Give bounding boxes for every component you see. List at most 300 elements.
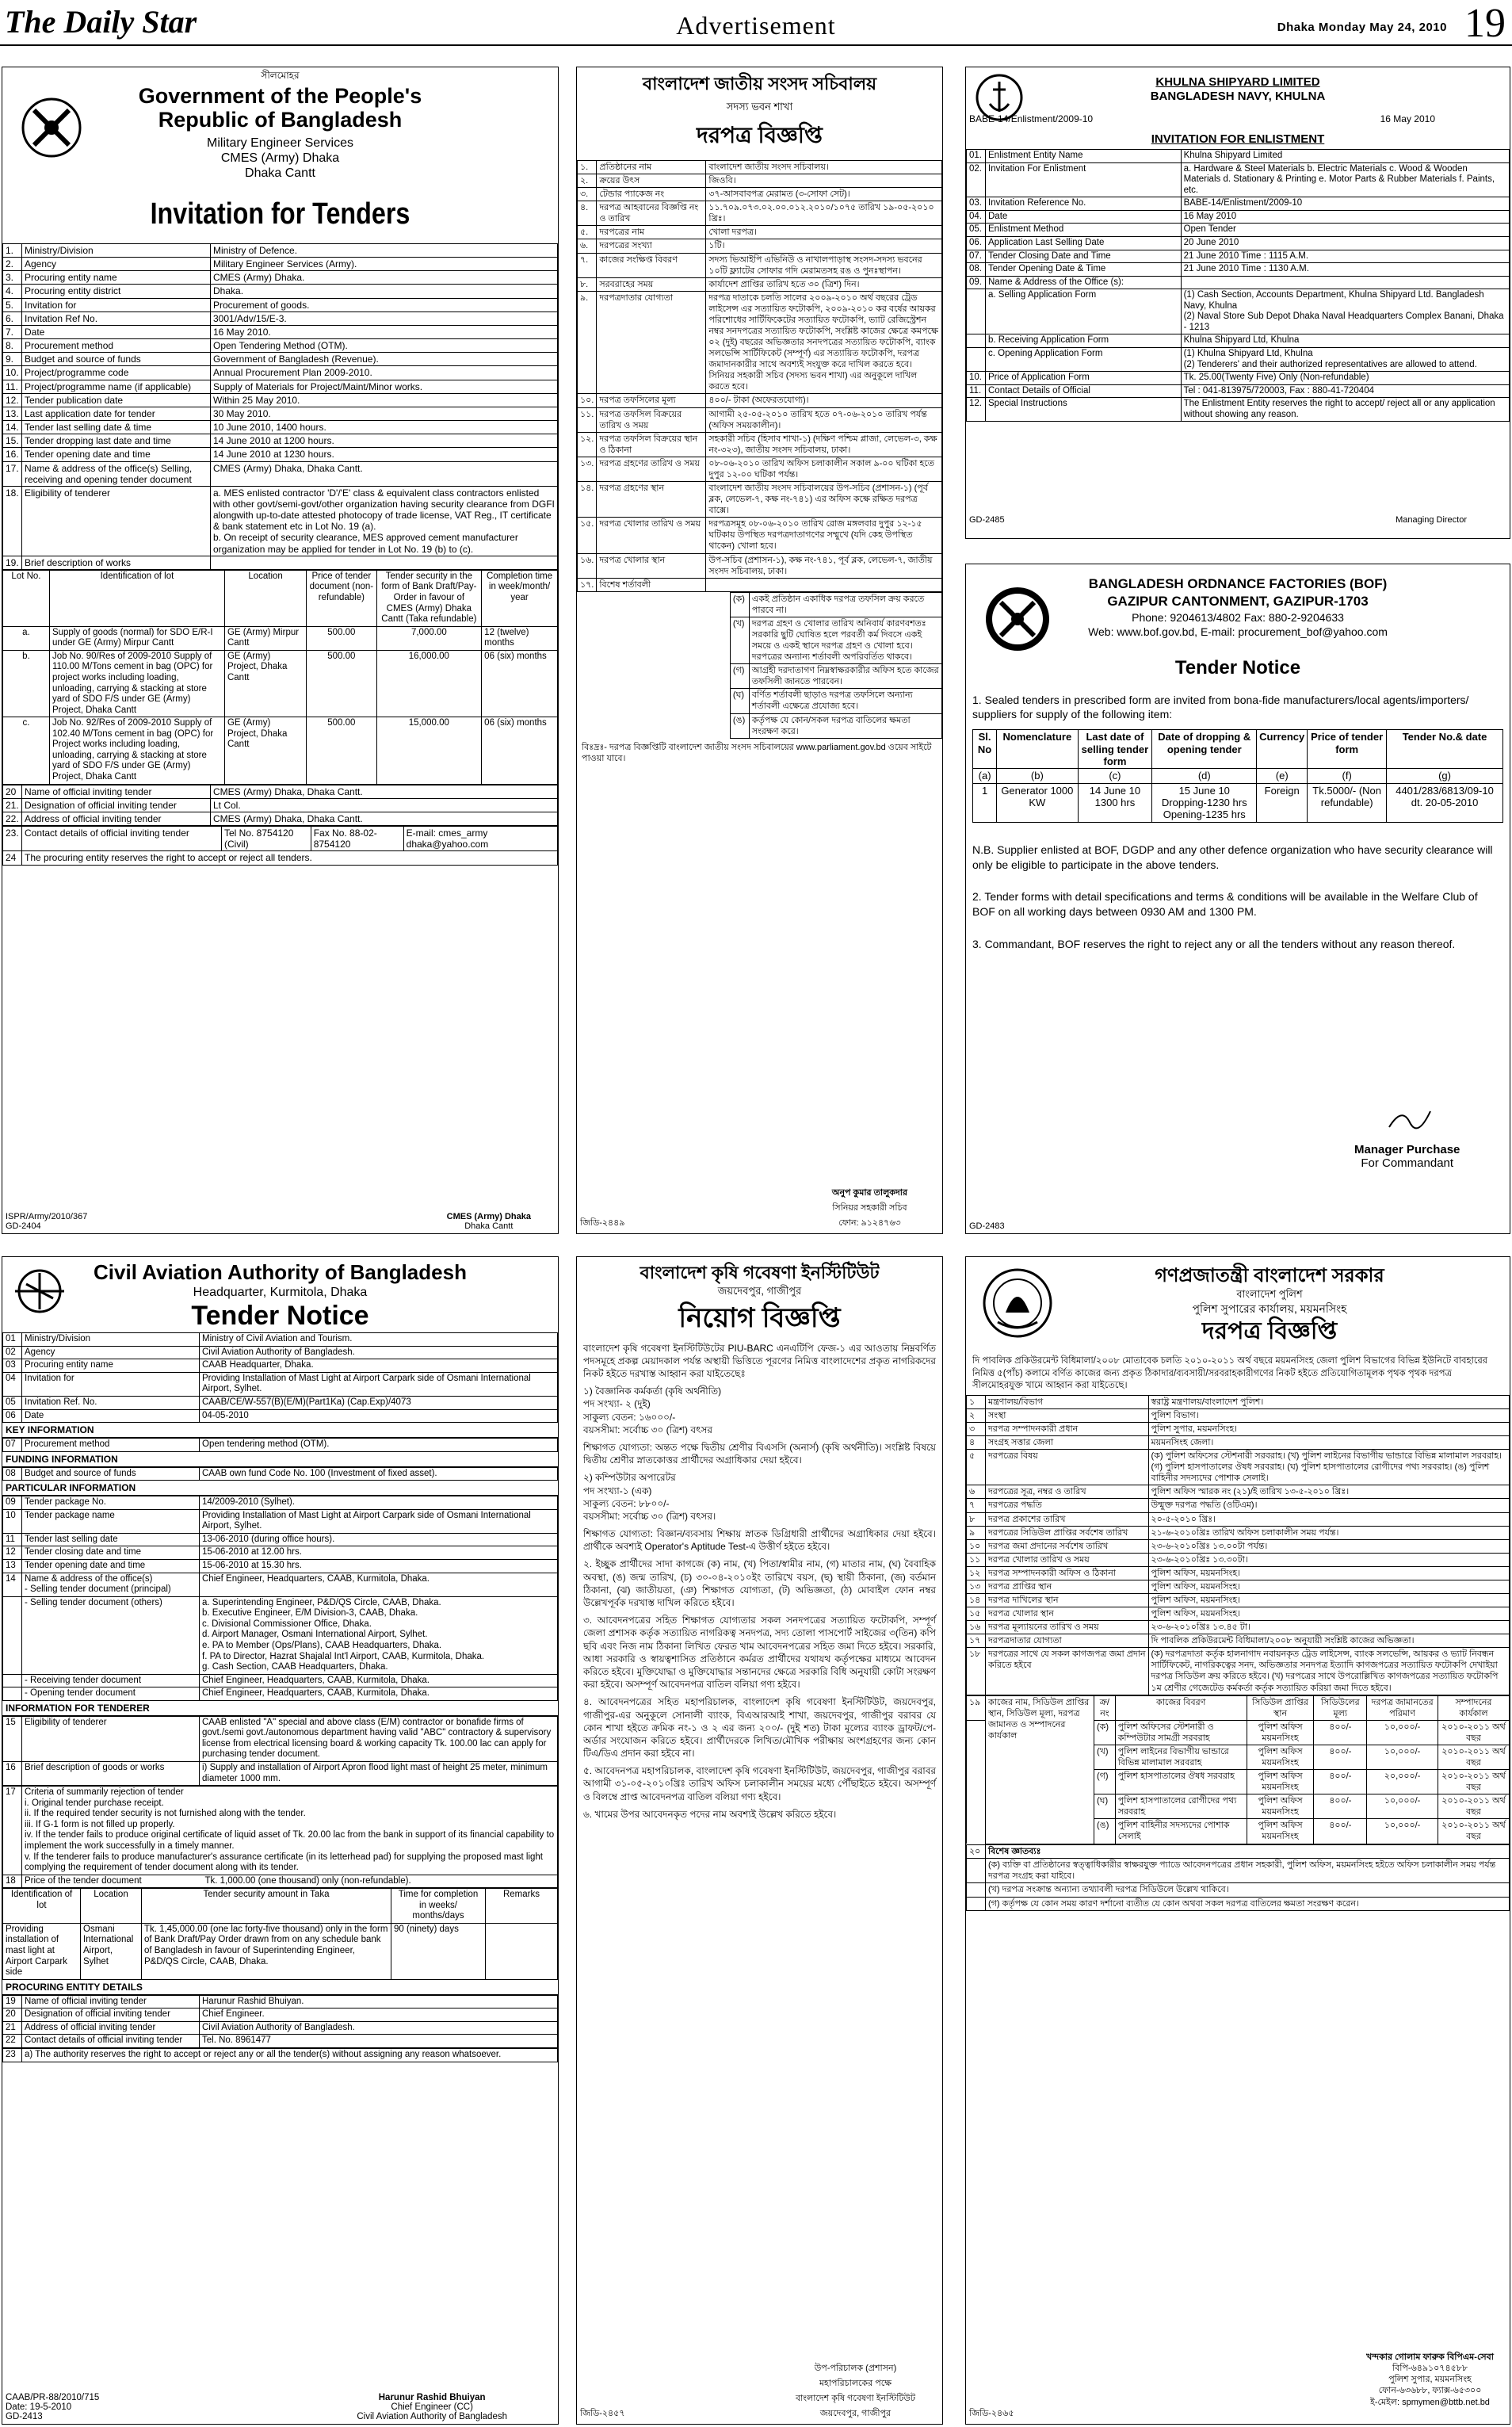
table-cell: দরপত্র দাতাকে চলতি সালের ২০০৯-২০১০ অর্থ বছরের ট্রেড লাইসেন্স এর সত্যায়িত ফটোকপি, ২০০৯-২০১০ কর বর্ষের আয়কর পরিশোধের সার্টিফিকেটের সত্যায়িত ফটোকপি, ভ্যাট রেজিস্ট্রেশন নম্বর সনদপত্রের সত্যায়িত ফটোকপি, সংশ্লিষ্ট কাজের ক্ষেত্রে কমপক্ষে ০২ (দুই) বছরের অভিজ্ঞতার সনদপত্রের সত্যায়িত ফটোকপি, ব্যাংক সলভেন্সি সার্টিফিকেট (সম্পূর্ণ) এর সত্যায়িত ফটোকপি, দরপত্র জমাদানকারীর সাথে অবশ্যই সংযুক্ত করে দাখিল করতে হবে। সিনিয়র সহকারী সচিব (সদস্য ভবন শাখা) এর অনুকূলে দাখিল করতে হবে। [706,291,942,394]
section-procuring-entity-details: PROCURING ENTITY DETAILS [2,1980,558,1995]
table-cell: 14 June 2010 at 1200 hours. [211,434,558,448]
table-cell: ১২. [578,432,597,457]
table-row [967,1450,1510,1485]
table-row [967,1883,1510,1897]
table-row [967,1485,1510,1499]
org-phone: Phone: 9204613/4802 Fax: 880-2-9204633 [1132,611,1344,625]
table-cell: 16 [3,1762,22,1786]
table-cell: দরপত্র তফসিল বিক্রয়ের তারিখ ও সময় [597,407,706,432]
table-cell: Identification of lot [3,1889,81,1924]
table-cell: দরপত্রের পদ্ধতি [986,1499,1149,1512]
table-cell: ৭. [578,253,597,277]
ad-heading: দরপত্র বিজ্ঞপ্তি [697,123,823,147]
table-cell: Tk. 1,45,000.00 (one lac forty-five thousand) only in the form of Bank Draft/Pay Order drawn from on any schedule bank of Bangladesh in favour of Superintending Engineer, P&D/QS Circle, CAAB, Dhaka. [142,1923,391,1979]
table-cell: 14 [3,1573,22,1596]
table-cell: 2. [3,258,22,271]
table-cell: Date [22,1409,200,1423]
subtitle-3: Dhaka Cantt [245,166,315,181]
table-cell: (1) Khulna Shipyard Ltd, Khulna (2) Tenderers' and their authorized representatives are allowed to attend. [1181,348,1509,372]
enlistment-table [966,149,1510,422]
table-cell: আগামী ২৫-০৫-২০১০ তারিখ হতে ০৭-০৬-২০১০ তারিখ পর্যন্ত (অফিস সময়কালীন)। [706,407,942,432]
ad-footer [969,2406,1506,2421]
table-cell: ১০,০০০/- [1367,1819,1438,1844]
table-row [578,226,942,239]
table-cell: 20 [3,2008,22,2022]
table-row [967,1844,1510,1858]
table-cell: ক্র/নং [1094,1695,1116,1720]
table-cell: ৩৭-আসবাবপত্র মেরামত (৩-সোফা সেট)। [706,188,942,201]
table-cell: 500.00 [307,650,376,717]
table-cell: ১৩. [578,457,597,481]
table-row [967,150,1510,163]
ad-heading: Invitation for Tenders [150,197,410,231]
table-row [3,325,558,338]
table-cell: দরপত্র খোলার তারিখ ও সময় [597,518,706,553]
table-cell: পুলিশ অফিস, ময়মনসিংহ। [1148,1593,1510,1607]
table-cell: Date [986,210,1182,224]
ad-parliament-tender-notice [576,67,943,1234]
table-cell: দরপত্র গ্রহণ ও খোলার তারিখ অনিবার্য কারণবশতঃ সরকারি ছুটি ঘোষিত হলে পরবর্তী কর্ম দিবসে একই সময়ে ও একই স্থানে দরপত্র গ্রহণ ও খোলা হবে। দরপত্রের অন্যান্য শর্তাবলী অপরিবর্তিত থাকবে। [749,617,941,663]
table-row [578,239,942,253]
table-row [3,339,558,353]
table-row [967,1593,1510,1607]
table-cell: GE (Army) Project, Dhaka Cantt [224,717,306,784]
table-cell: 14 June 10 1300 hrs [1078,783,1152,822]
table-cell: Last date of selling tender form [1078,730,1152,769]
table-cell: 14/2009-2010 (Sylhet). [200,1496,558,1510]
table-cell: পুলিশ অফিস ময়মনসিংহ [1247,1720,1314,1745]
table-cell: Agency [22,258,211,271]
table-cell: বিশেষ শর্তাবলী [597,578,706,591]
table-cell: Price of tender form [1308,730,1387,769]
table-cell: ২০১০-২০১১ অর্থ বছর [1438,1770,1509,1794]
table-cell: (a) [973,769,997,783]
table-row [578,188,942,201]
table-row [967,1634,1510,1648]
body-text [577,1340,942,1823]
table-cell: i) Supply and installation of Airport Apron flood light mast of height 25 meter, minimum diameter 1000 mm. [200,1762,558,1786]
gd-number: GD-2413 [6,2412,43,2421]
table-row [967,1648,1510,1695]
tender-details-table [2,243,558,570]
table-cell: পুলিশ অফিস ময়মনসিংহ [1247,1745,1314,1769]
signatory-block [1366,2352,1494,2408]
table-cell: b. [3,650,50,717]
table-cell: Name & Address of the Office (s): [986,276,1182,289]
website-note: বিঃদ্রঃ- দরপত্র বিজ্ঞপ্তিটি বাংলাদেশ জাতীয় সংসদ সচিবালয়ের www.parliament.gov.bd ওয়েব সাইটে পাওয়া যাবে। [582,742,932,763]
table-cell: (গ) [1094,1770,1116,1794]
table-row [3,1995,558,2008]
table-cell: পুলিশ অফিস, ময়মনসিংহ। [1148,1580,1510,1593]
table-cell: 500.00 [307,626,376,650]
table-cell: Address of official inviting tender [22,812,211,825]
table-cell: (ক) [1094,1720,1116,1745]
table-cell: ১০. [578,394,597,407]
table-cell: Open Tender [1181,224,1509,237]
table-cell: ১১. [578,407,597,432]
table-cell: ১০,০০০/- [1367,1745,1438,1769]
gd-number: GD-2483 [969,1221,1005,1231]
table-row [3,626,558,650]
table-row [967,1499,1510,1512]
body-paragraph: ৩. আবেদনপত্রের সহিত শিক্ষাগত যোগ্যতার সকল সনদপত্রের সত্যায়িত ফটোকপি, সম্পূর্ণ জেলা প্রশাসক কর্তৃক সত্যায়িত নাগরিকত্ব সনদপত্র, সদ্য তোলা পাসপোর্ট সাইজের ৩(তিন) কপি ছবি এবং নিজ নাম ঠিকানা লিখিত ফেরত খাম আবেদনপত্রের সহিত জমা দিতে হইবে। সরকারি, আধা সরকারি ও স্বায়ত্বশাসিত প্রতিষ্ঠানে কর্মরত প্রার্থীদের যথাযথ কর্তৃপক্ষের মাধ্যমে আবেদন করিতে হইবে। মুক্তিযোদ্ধা ও মুক্তিযোদ্ধার সন্তানদের ক্ষেত্রে সরকারি বিধি অনুযায়ী কোটা সংরক্ষণ করা হইবে। অসম্পূর্ণ আবেদনপত্র বাতিল বলিয়া গণ্য হইবে। [583,1615,936,1691]
table-cell: ৪০০/- [1314,1794,1367,1819]
table-cell: সদস্য ভিআইপি এভিনিউ ও নাখালপাড়াস্থ সংসদ-সদস্য ভবনের ১০টি ফ্ল্যাটের সোফার গদি মেরামতসহ রঙ ও পুনঃস্থাপন। [706,253,942,277]
table-cell: 09. [967,276,986,289]
table-cell: Open Tendering Method (OTM). [211,339,558,353]
table-cell: দরপত্রের নাম [597,226,706,239]
table-cell: Providing Installation of Mast Light at Airport Carpark side of Osmani International Airport, Sylhet. [200,1372,558,1396]
table-row [3,486,558,556]
table-cell: ০৮-০৬-২০১০ তারিখ অফিস চলাকালীন সকাল ৯-০০ ঘটিকা হতে দুপুর ১২-০০ ঘটিকা পর্যন্ত। [706,457,942,481]
tender-table-info [2,1716,558,1786]
table-cell: Name & address of the office(s) Selling, receiving and opening tender document [22,461,211,486]
table-row [578,518,942,553]
notes-table [966,1844,1510,1998]
body-paragraph: বাংলাদেশ কৃষি গবেষণা ইনস্টিটিউটের PIU-BARC এনএটিপি ফেজ-১ এর আওতায় নিম্নবর্ণিত পদসমূহে প্রকল্প মেয়াদকাল পর্যন্ত অস্থায়ী ভিত্তিতে পূরণের নিমিত্ত বাংলাদেশের প্রকৃত নাগরিকদের নিকট হইতে দরখাস্ত আহ্বান করা যাইতেছেঃ [583,1342,936,1380]
ad-header [2,1257,558,1332]
table-cell: দরপত্র দাখিলের স্থান [986,1593,1149,1607]
table-cell: 21 June 2010 Time : 1115 A.M. [1181,250,1509,263]
ad-heading: Tender Notice [191,1301,369,1332]
table-cell: (গ) [730,664,749,689]
table-row [578,578,942,591]
table-cell [967,289,986,334]
table-cell: 14. [3,421,22,434]
table-cell: দরপত্র সম্পাদনকারী প্রধান [986,1422,1149,1435]
table-cell: Tender security in the form of Bank Draft/Pay-Order in favour of CMES (Army) Dhaka Cantt (Taka refundable) [376,570,482,626]
signatory: অনুপ কুমার তালুকদার [831,1188,907,1198]
table-cell: দরপত্র প্রকাশের তারিখ [986,1512,1149,1526]
fax-number: Fax No. 88-02-8754120 [311,827,403,851]
table-cell [211,556,558,569]
table-cell [1181,276,1509,289]
table-row [967,276,1510,289]
table-row [3,258,558,271]
table-row [3,798,558,812]
criteria-title: Criteria of summarily rejection of tender [25,1787,184,1798]
ad-heading: দরপত্র বিজ্ঞপ্তি [1201,1318,1338,1345]
table-row [3,1762,558,1786]
table-row [967,1395,1510,1408]
price-label: Price of the tender document [25,1875,142,1886]
ad-khulna-shipyard-enlistment [965,67,1510,539]
table-row [3,311,558,325]
caab-logo-icon [12,1265,67,1317]
body-paragraph: শিক্ষাগত যোগ্যতা: বিজ্ঞান/ব্যবসায় শিক্ষায় স্নাতক ডিগ্রিধারী প্রার্থীদের অগ্রাধিকার দেয়া হইবে। প্রার্থীকে অবশ্যই Operator's Aptitude Test-এ উত্তীর্ণ হইতে হইবে। [583,1528,936,1553]
table-cell: ১৯ [967,1695,986,1720]
ad-footer [6,2393,555,2421]
table-cell: Contact details of official inviting tender [22,2035,200,2048]
table-cell: পুলিশ বিভাগ। [1148,1408,1510,1422]
table-cell: ১টি। [706,239,942,253]
tender-table-1 [2,1332,558,1423]
table-row [3,421,558,434]
table-row [967,1553,1510,1566]
table-row [578,407,942,432]
table-cell: Tender last selling date [22,1533,200,1546]
table-cell: BABE-14/Enlistment/2009-10 [1181,197,1509,211]
table-cell: Chief Engineer, Headquarters, CAAB, Kurmitola, Dhaka. [200,1674,558,1687]
table-row [3,2021,558,2035]
table-row [578,277,942,291]
table-row [967,1580,1510,1593]
table-row [3,1409,558,1423]
table-cell: ১১.৭০৯.০৭৩.০২.০০.০১২.২০১০/১০৭৫ তারিখ ১৯-০৫-২০১০ খ্রিঃ। [706,201,942,226]
table-row [3,244,558,258]
section-funding-information: FUNDING INFORMATION [2,1452,558,1467]
table-cell: দরপত্র গ্রহণের স্থান [597,482,706,518]
table-cell: ৮. [578,277,597,291]
table-cell: 02. [967,162,986,197]
ad-header [2,67,558,243]
table-row [967,1422,1510,1435]
table-cell: Harunur Rashid Bhuiyan. [200,1995,558,2008]
table-cell: দরপত্র মূল্যায়নের তারিখ ও সময় [986,1621,1149,1634]
table-cell: (c) [1078,769,1152,783]
table-cell: 16,000.00 [376,650,482,717]
table-cell: Brief description of goods or works [22,1762,200,1786]
table-row [577,592,942,617]
table-cell: Budget and source of funds [22,1467,200,1481]
table-cell: CAAB enlisted "A" special and above class (E/M) contractor or bonafide firms of govt./semi govt./autonomous department having valid "ABC" contractory & supervisory license from electrical licensing board & working capacity Tk. 100.00 lac can apply for purchasing tender document. [200,1716,558,1761]
ad-subtitle: জয়দেবপুর, গাজীপুর [717,1284,802,1297]
table-cell: 14 June 2010 at 1230 hours. [211,448,558,461]
table-cell: Supply of Materials for Project/Maint/Minor works. [211,380,558,393]
table-cell: দরপত্রের বিষয় [986,1450,1149,1485]
table-cell: 10. [3,366,22,380]
table-cell: সহকারী সচিব (হিসাব শাখা-১) (দক্ষিণ পশ্চিম প্লাজা, লেভেল-৩, কক্ষ নং-৩২৩), জাতীয় সংসদ সচিবালয়, ঢাকা। [706,432,942,457]
table-cell: 21 [3,2021,22,2035]
ad-header [577,1257,942,1336]
table-cell: ৭ [967,1499,986,1512]
table-cell: Name of official inviting tender [22,785,211,798]
table-row [578,201,942,226]
table-cell: ২০১০-২০১১ অর্থ বছর [1438,1720,1509,1745]
table-cell: 5. [3,298,22,311]
table-cell: 03. [967,197,986,211]
signatory-designation: সিনিয়র সহকারী সচিব [832,1203,907,1213]
row-number: 23. [3,827,22,851]
table-row [578,394,942,407]
table-row [3,2008,558,2022]
org-name: KHULNA SHIPYARD LIMITED [1155,75,1320,89]
table-cell: CAAB Headquarter, Dhaka. [200,1359,558,1373]
table-cell: 20 [3,785,22,798]
lot-table [2,1888,558,1980]
table-cell: 30 May 2010. [211,407,558,420]
subtitle-1: Military Engineer Services [207,136,353,150]
table-cell: ১৪. [578,482,597,518]
section-particular-information: PARTICULAR INFORMATION [2,1481,558,1496]
table-row [967,1897,1510,1910]
signature-icon [1386,1103,1434,1135]
table-row [3,785,558,798]
table-cell: Last application date for tender [22,407,211,420]
table-cell: দরপত্র তফসিল বিক্রয়ের স্থান ও ঠিকানা [597,432,706,457]
table-cell: সিডিউল প্রাপ্তির স্থান [1247,1695,1314,1720]
table-cell [706,578,942,591]
table-cell: Lt Col. [211,798,558,812]
table-cell: 16 May 2010. [211,325,558,338]
table-row [967,250,1510,263]
table-cell: Completion time in week/month/ year [482,570,558,626]
table-row [967,1566,1510,1580]
ad-subtitle: Headquarter, Kurmitola, Dhaka [193,1286,368,1300]
table-cell: a. Selling Application Form [986,289,1182,334]
table-row [3,380,558,393]
table-row [3,650,558,717]
table-cell: ৬. [578,239,597,253]
body-paragraph: ২. ইচ্ছুক প্রার্থীদের সাদা কাগজে (ক) নাম, (খ) পিতা/স্বামীর নাম, (গ) মাতার নাম, (ঘ) বৈবাহিক অবস্থা, (ঙ) জন্ম তারিখ, (চ) ৩০-০৪-২০১০ইং তারিখে বয়স, (ছ) স্থায়ী ঠিকানা, (জ) বর্তমান ঠিকানা, (ঝ) জাতীয়তা, (ঞ) শিক্ষাগত যোগ্যতা, (ট) অভিজ্ঞতা, (ঠ) মোবাইল ফোন নম্বর উল্লেখপূর্বক দরখাস্ত দাখিল করিতে হইবে। [583,1558,936,1609]
table-cell: 15 June 10 Dropping-1230 hrs Opening-1235 hrs [1152,783,1257,822]
table-cell: খোলা দরপত্র। [706,226,942,239]
table-cell: আগ্রহী দরদাতাগণ নিম্নস্বাক্ষরকারীর অফিস হতে কাজের তফসিলী জানতে পারবেন। [749,664,941,689]
table-cell: Project/programme name (if applicable) [22,380,211,393]
table-cell: পুলিশ অফিস ময়মনসিংহ [1247,1794,1314,1819]
section-key-information: KEY INFORMATION [2,1423,558,1438]
table-row [3,285,558,298]
table-cell: ১০,০০০/- [1367,1720,1438,1745]
table-row [3,1546,558,1560]
table-cell: 01. [967,150,986,163]
page-number: 19 [1464,1,1506,46]
table-cell: দরপত্রদাতার যোগ্যতা [597,291,706,394]
table-cell: দি পাবলিক প্রকিউরমেন্ট বিধিমালা/২০০৮ অনুযায়ী সংশ্লিষ্ট কাজের অভিজ্ঞতা। [1148,1634,1510,1648]
table-cell: 20 June 2010 [1181,236,1509,250]
signatory-org: Civil Aviation Authority of Bangladesh [357,2412,507,2421]
table-cell: Chief Engineer. [200,2008,558,2022]
table-cell: 6. [3,311,22,325]
table-cell: 15 [3,1716,22,1761]
reference-number: ISPR/Army/2010/367 [6,1212,88,1221]
table-cell: a. [3,626,50,650]
table-row [3,1596,558,1674]
table-row [967,1408,1510,1422]
table-row [3,1560,558,1573]
table-cell: Tel : 041-813975/720003, Fax : 880-41-720404 [1181,384,1509,398]
table-cell: ১০ [967,1539,986,1553]
table-row [578,291,942,394]
table-cell: Military Engineer Services (Army). [211,258,558,271]
table-cell: ৩ [967,1422,986,1435]
table-cell: ১. [578,161,597,174]
table-row [577,713,942,738]
table-cell: Tender publication date [22,393,211,407]
table-cell: Tender opening date and time [22,1560,200,1573]
table-cell: দরপত্র সম্পাদনকারী অফিস ও ঠিকানা [986,1566,1149,1580]
table-cell: 05 [3,1396,22,1409]
signatory-designation: For Commandant [1361,1156,1454,1170]
body-paragraph: ৪. আবেদনপত্রের সহিত মহাপরিচালক, বাংলাদেশ কৃষি গবেষণা ইনস্টিটিউট, জয়দেবপুর, গাজীপুর-এর অনুকূলে সোনালী ব্যাংক, বিএআরআই শাখা, জয়দেবপুর, গাজীপুর বরাবর যে কোন শাখা হইতে ক্রমিক নং-১ ও ২ এর জন্য ২০০/- (দুই শত) টাকা মূল্যের ব্যাংক ড্রাফট/পে-অর্ডার সংযোজন করিতে হইবে। প্রার্থীদেরকে লিখিত/মৌখিক পরীক্ষায় অংশগ্রহণের জন্য কোন টিএ/ডিএ প্রদান করা হইবে না। [583,1696,936,1760]
table-cell: পুলিশ বাহিনীর সদস্যদের পোশাক সেলাই [1115,1819,1247,1844]
table-cell: Location [81,1889,142,1924]
table-cell: বিশেষ জ্ঞাতব্যঃ [986,1844,1510,1858]
table-cell: c. Opening Application Form [986,348,1182,372]
table-cell: সরবরাহের সময় [597,277,706,291]
paragraph-3: 3. Commandant, BOF reserves the right to reject any or all the tenders without any reason thereof. [972,938,1456,951]
table-cell: 3. [3,271,22,285]
table-cell: Agency [22,1346,200,1359]
table-cell: (f) [1308,769,1387,783]
table-cell: 22. [3,812,22,825]
table-row [3,1346,558,1359]
table-cell: Invitation for [22,298,211,311]
table-row [3,1359,558,1373]
table-cell: Tk. 25.00(Twenty Five) Only (Non-refundable) [1181,372,1509,385]
table-cell: Procurement method [22,1439,200,1452]
table-row [967,162,1510,197]
ad-header [577,67,942,155]
table-cell: (ক) পুলিশ অফিসের স্টেশনারী সরবরাহ। (খ) পুলিশ লাইনের বিভাগীয় ভান্ডারে বিভিন্ন মালামাল সরবরাহ। (গ) পুলিশ হাসপাতালের ঔষধ সরবরাহ। (ঘ) পুলিশ হাসপাতালের রোগীদের পথ্য সরবরাহ। (ঙ) পুলিশ বাহিনীর সদস্যদের পোশাক সেলাই। [1148,1450,1510,1485]
table-cell: ১৩ [967,1580,986,1593]
ad-subtitle-1: বাংলাদেশ পুলিশ [1236,1288,1303,1301]
reserve-rights: The procuring entity reserves the right to accept or reject all tenders. [22,851,558,865]
table-cell: সংগ্রহ সত্তার জেলা [986,1436,1149,1450]
table-cell: Tender No.& date [1387,730,1503,769]
table-cell: 04. [967,210,986,224]
table-row [967,1512,1510,1526]
table-cell: পুলিশ হাসপাতালের রোগীদের পথ্য সরবরাহ [1115,1794,1247,1819]
table-cell: Khulna Shipyard Ltd, Khulna [1181,334,1509,348]
title-line-2: Republic of Bangladesh [158,107,403,132]
table-row [967,334,1510,348]
table-cell: 06 (six) months [482,650,558,717]
signatory-email: ই-মেইল: spmymen@bttb.net.bd [1370,2397,1490,2407]
table-cell: (খ) [1094,1745,1116,1769]
ad-header [966,67,1510,104]
table-cell: ৩. [578,188,597,201]
table-row [3,298,558,311]
org-web: Web: www.bof.gov.bd, E-mail: procurement_bof@yahoo.com [1088,625,1388,639]
table-row [577,689,942,713]
signatory: উপ-পরিচালক (প্রশাসন) [814,2364,897,2373]
table-cell: 13 [3,1560,22,1573]
ad-bari-recruitment-notice [576,1256,943,2425]
table-cell: দরপত্রের সিডিউল প্রাপ্তির সর্বশেষ তারিখ [986,1526,1149,1539]
table-row [3,271,558,285]
table-cell: ২. [578,174,597,188]
table-cell: CMES (Army) Dhaka, Dhaka Cantt. [211,812,558,825]
table-row [3,1573,558,1596]
table-cell: (ঙ) [730,713,749,738]
table-cell: পুলিশ অফিস, ময়মনসিংহ। [1148,1566,1510,1580]
table-row [3,407,558,420]
table-cell: কার্যাদেশ প্রাপ্তির তারিখ হতে ৩০ (ত্রিশ) দিন। [706,277,942,291]
table-cell: Ministry/Division [22,244,211,258]
table-cell: ১১ [967,1553,986,1566]
table-cell: মন্ত্রণালয়/বিভাগ [986,1395,1149,1408]
table-cell: 4401/283/6813/09-10 dt. 20-05-2010 [1387,783,1503,822]
table-cell: ২০,০০০/- [1367,1770,1438,1794]
subtitle-2: CMES (Army) Dhaka [220,151,340,166]
table-cell: ১৪ [967,1593,986,1607]
table-cell: সম্পাদনের কার্যকাল [1438,1695,1509,1720]
table-cell: (ক) ব্যক্তি বা প্রতিষ্ঠানের স্বত্ত্বাধিকারীর স্বাক্ষরযুক্ত প্যাডে আবেদনপত্রের প্রধান সহকারী, পুলিশ অফিস, ময়মনসিংহ হইতে অফিস চলাকালীন সময় পর্যন্ত দরপত্র সংগ্রহ করা যাইবে। [986,1858,1510,1883]
table-header-row [973,730,1503,769]
masthead: The Daily Star [5,4,197,40]
table-row [967,1607,1510,1621]
signatory: CMES (Army) Dhaka [446,1212,531,1221]
table-row [967,348,1510,372]
tender-details-table [966,1395,1510,1695]
table-cell: পুলিশ অফিস ময়মনসিংহ [1247,1770,1314,1794]
table-cell: 16. [3,448,22,461]
table-cell: ১৫ [967,1607,986,1621]
table-cell: কাজের নাম, সিডিউল প্রাপ্তির স্থান, সিডিউল মূল্য, দরপত্র জামানত ও সম্পাদনের কার্যকাল [986,1695,1094,1844]
table-cell: Name & address of the office(s) - Selling tender document (principal) [22,1573,200,1596]
signatory: Managing Director [1396,515,1467,525]
